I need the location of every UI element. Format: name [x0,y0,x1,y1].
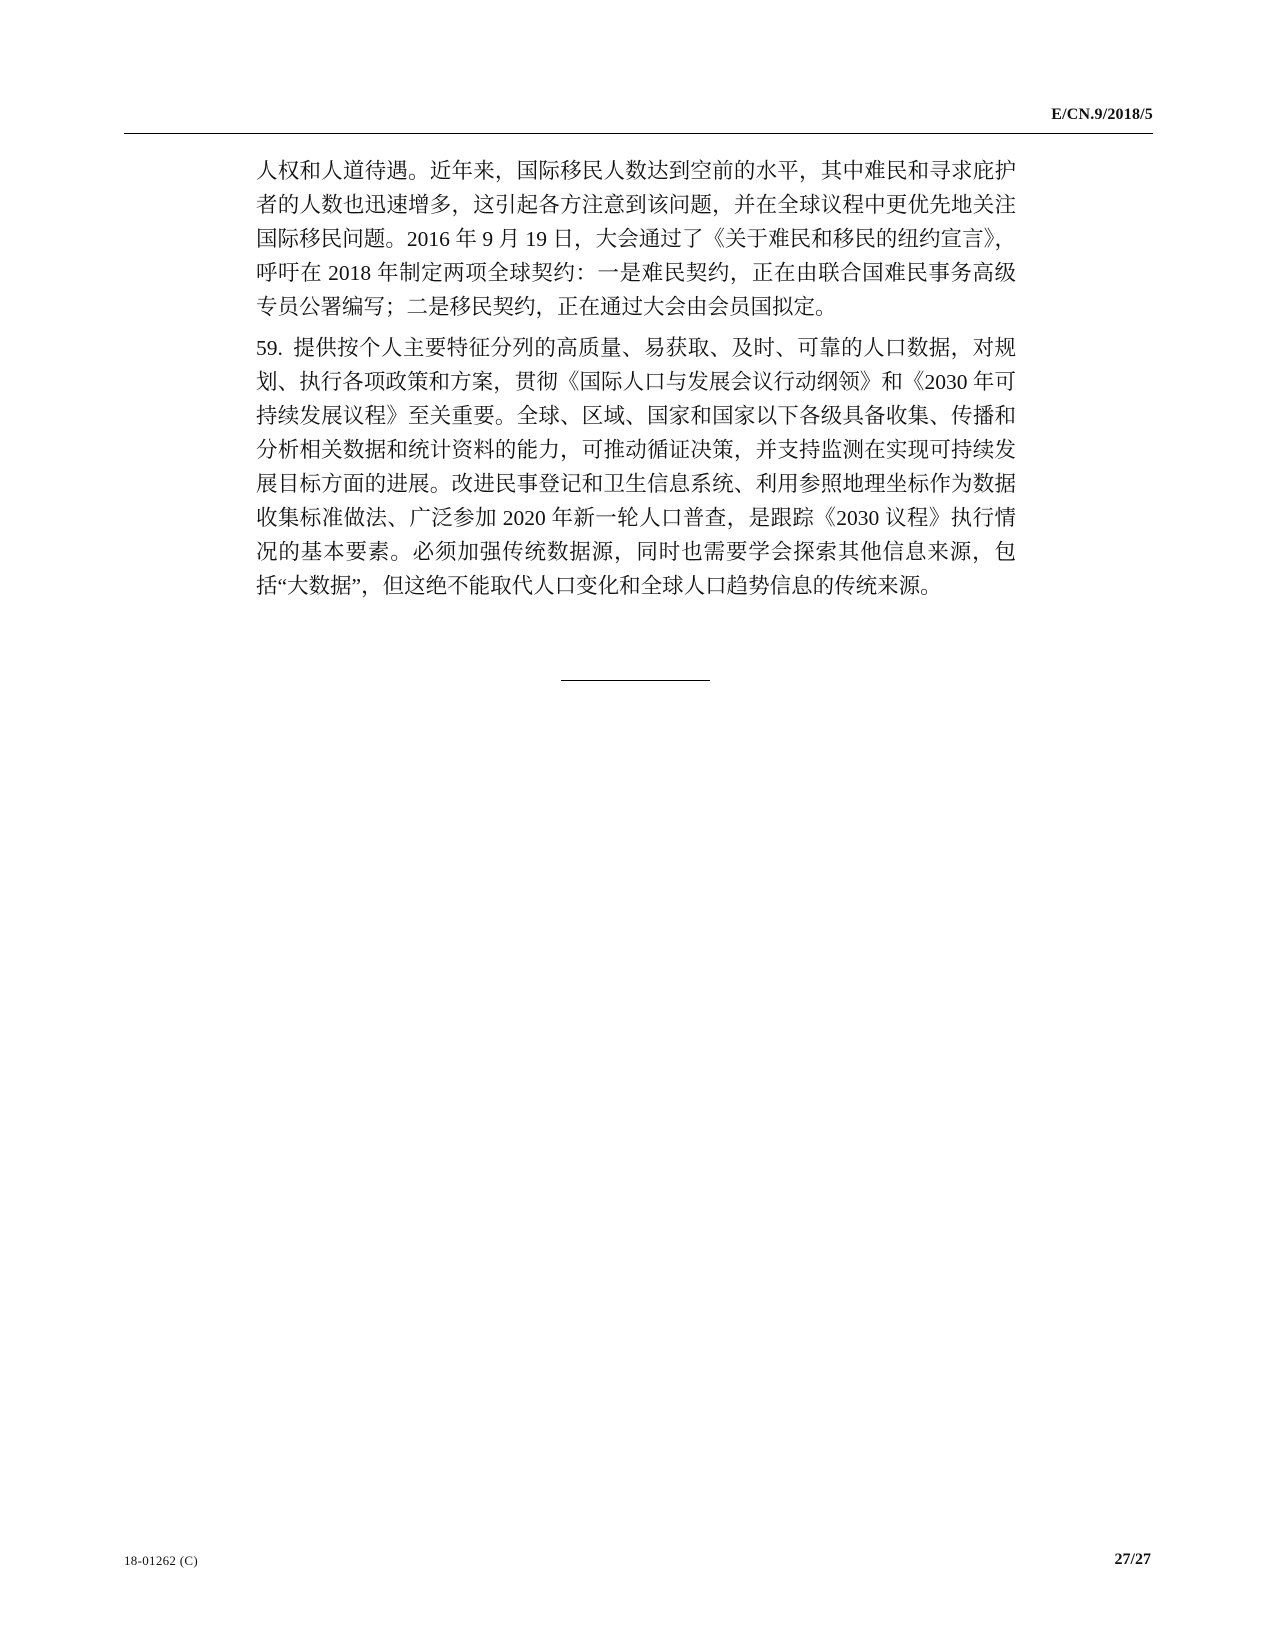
paragraph-text: 提供按个人主要特征分列的高质量、易获取、及时、可靠的人口数据，对规划、执行各项政策和方案，贯彻《国际人口与发展会议行动纲领》和《2030 年可持续发展议程》至关重要。全球、区域、国家和国家以下各级具备收集、传播和分析相关数据和统计资料的能力，可推动循证决策，并支持监测在实现可持续发展目标方面的进展。改进民事登记和卫生信息系统、利用参照地理坐标作为数据收集标准做法、广泛参加 2020 年新一轮人口普查，是跟踪《2030 议程》执行情况的基本要素。必须加强传统数据源，同时也需要学会探索其他信息来源，包括“大数据”，但这绝不能取代人口变化和全球人口趋势信息的传统来源。 [256,336,1016,598]
header-divider [124,133,1153,134]
document-body [256,154,1016,610]
paragraph-number: 59. [256,336,283,360]
end-of-document-rule [561,680,710,681]
page-number: 27/27 [1114,1551,1151,1568]
document-symbol: E/CN.9/2018/5 [1051,106,1153,123]
job-number: 18-01262 (C) [124,1553,199,1568]
paragraph-continuation: 人权和人道待遇。近年来，国际移民人数达到空前的水平，其中难民和寻求庇护者的人数也迅速增多，这引起各方注意到该问题，并在全球议程中更优先地关注国际移民问题。2016 年 9 月 19 日，大会通过了《关于难民和移民的纽约宣言》，呼吁在 2018 年制定两项全球契约：一是难民契约，正在由联合国难民事务高级专员公署编写；二是移民契约，正在通过大会由会员国拟定。 [256,159,1016,319]
paragraph-59 [256,331,1016,603]
